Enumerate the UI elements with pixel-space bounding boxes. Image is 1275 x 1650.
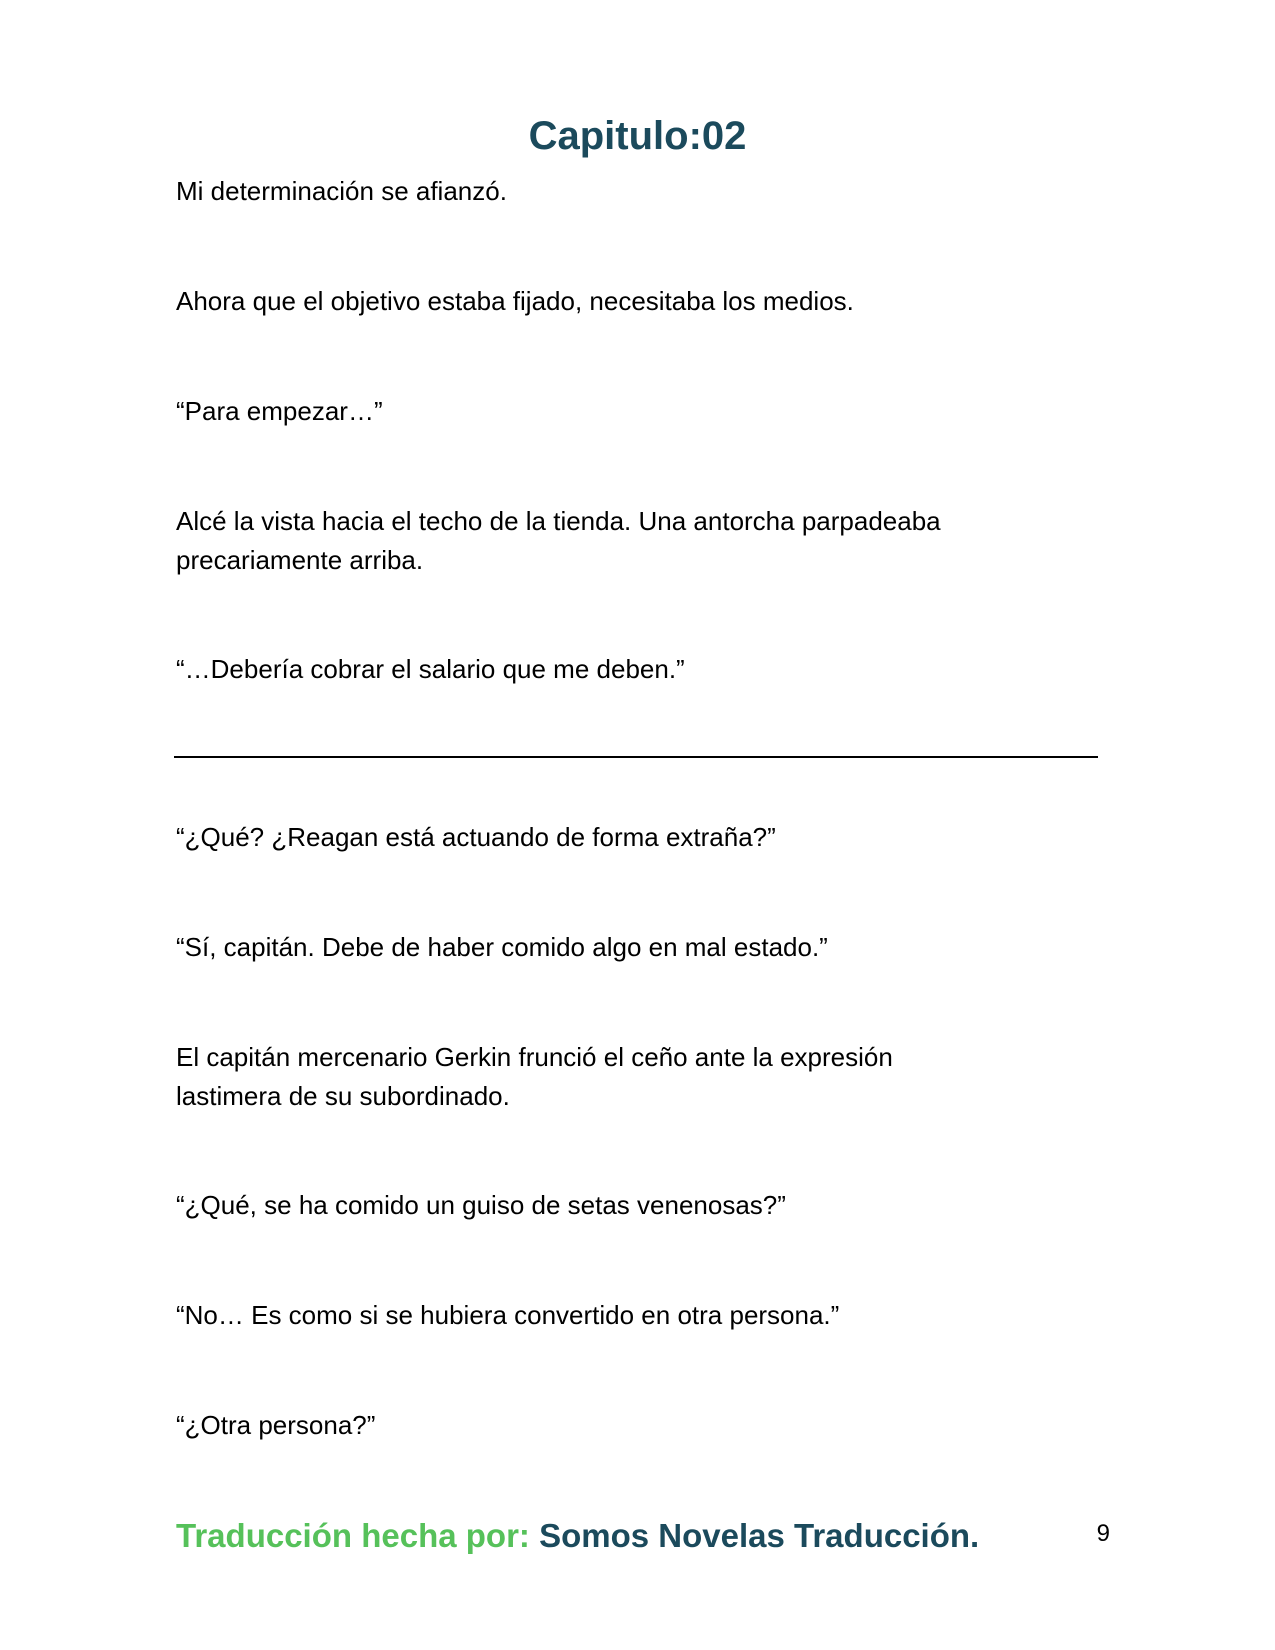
translation-credit: [176, 1516, 979, 1556]
paragraph: “…Debería cobrar el salario que me deben.”: [176, 654, 685, 684]
chapter-title: Capitulo:02: [528, 114, 747, 158]
credit-label: Traducción hecha por:: [176, 1517, 530, 1554]
credit-name: Somos Novelas Traducción.: [539, 1517, 980, 1554]
paragraph: “No… Es como si se hubiera convertido en otra persona.”: [176, 1300, 840, 1330]
paragraph: “¿Qué? ¿Reagan está actuando de forma extraña?”: [176, 822, 776, 852]
page-number: 9: [1096, 1520, 1110, 1547]
section-divider: [174, 756, 1098, 758]
paragraph: Mi determinación se afianzó.: [176, 176, 507, 206]
paragraph: “¿Otra persona?”: [176, 1410, 376, 1440]
paragraph: El capitán mercenario Gerkin frunció el ceño ante la expresión lastimera de su subordinado.: [176, 1042, 893, 1111]
paragraph: Ahora que el objetivo estaba fijado, necesitaba los medios.: [176, 286, 854, 316]
paragraph: Alcé la vista hacia el techo de la tienda. Una antorcha parpadeaba precariamente arriba.: [176, 506, 941, 575]
paragraph: “¿Qué, se ha comido un guiso de setas venenosas?”: [176, 1190, 786, 1220]
paragraph: “Para empezar…”: [176, 396, 383, 426]
paragraph: “Sí, capitán. Debe de haber comido algo en mal estado.”: [176, 932, 828, 962]
